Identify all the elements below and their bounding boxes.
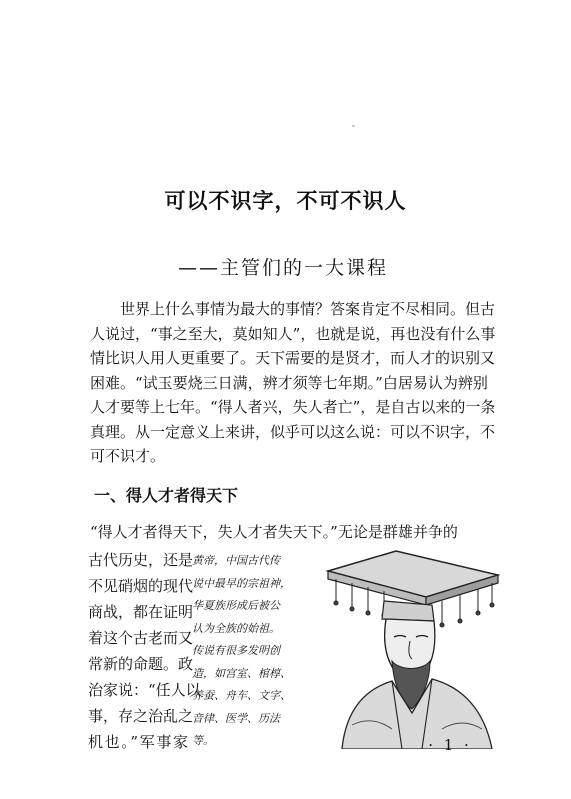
- page-number: · 1 ·: [428, 736, 472, 754]
- chapter-subtitle: ——主管们的一大课程: [178, 257, 389, 279]
- intro-paragraph: [90, 297, 500, 469]
- paragraph-line: 困难。“试玉要烧三日满，辨才须等七年期。”白居易认为辨别: [90, 373, 488, 392]
- paragraph-line: 可不识才。: [90, 447, 166, 465]
- caption-line: 音律、医学、历法: [192, 711, 280, 725]
- paragraph-line: 治家说：“任人以: [88, 681, 201, 699]
- caption-line: 等。: [192, 734, 214, 747]
- paragraph-line: 情比识人用人更重要了。天下需要的是贤才，而人才的识别又: [90, 349, 496, 367]
- paragraph-line: 真理。从一定意义上来讲，似乎可以这么说：可以不识字，不: [90, 422, 496, 441]
- paragraph-line: 不见硝烟的现代: [88, 577, 194, 595]
- chapter-title: 可以不识字，不可不识人: [164, 189, 407, 213]
- caption-line: 说中最早的宗祖神，: [192, 576, 291, 590]
- caption-line: 认为全族的始祖。: [192, 621, 280, 635]
- paragraph-line: 机也。”军事家: [88, 733, 188, 751]
- paragraph-line: 人才要等上七年。“得人者兴，失人者亡”，是自古以来的一条: [90, 398, 496, 416]
- section-paragraph-column: [88, 547, 201, 755]
- paragraph-line: 人说过，“事之至大，莫如知人”，也就是说，再也没有什么事: [90, 324, 496, 343]
- section-paragraph-first-line: “得人才者得天下，失人才者失天下。”无论是群雄并争的: [90, 523, 458, 541]
- speck: [352, 125, 355, 127]
- paragraph-line: 商战，都在证明: [88, 603, 194, 621]
- caption-line: 造，如宫室、棺椁、: [192, 666, 291, 680]
- paragraph-line: 事，存之治乱之: [88, 707, 194, 725]
- paragraph-line: 着这个古老而又: [88, 629, 194, 647]
- caption-line: 传说有很多发明创: [192, 644, 280, 657]
- caption-line: 黄帝，中国古代传: [192, 554, 280, 567]
- section-heading: 一、得人才者得天下: [94, 486, 239, 505]
- caption-line: 华夏族形成后被公: [192, 599, 280, 612]
- paragraph-line: 世界上什么事情为最大的事情？答案肯定不尽相同。但古: [120, 300, 496, 318]
- caption-line: 养蚕、舟车、文字、: [192, 689, 291, 702]
- paragraph-line: 常新的命题。政: [88, 655, 194, 673]
- image-caption: [192, 550, 317, 753]
- yellow-emperor-portrait: [322, 549, 500, 749]
- paragraph-line: 古代历史，还是: [88, 551, 194, 569]
